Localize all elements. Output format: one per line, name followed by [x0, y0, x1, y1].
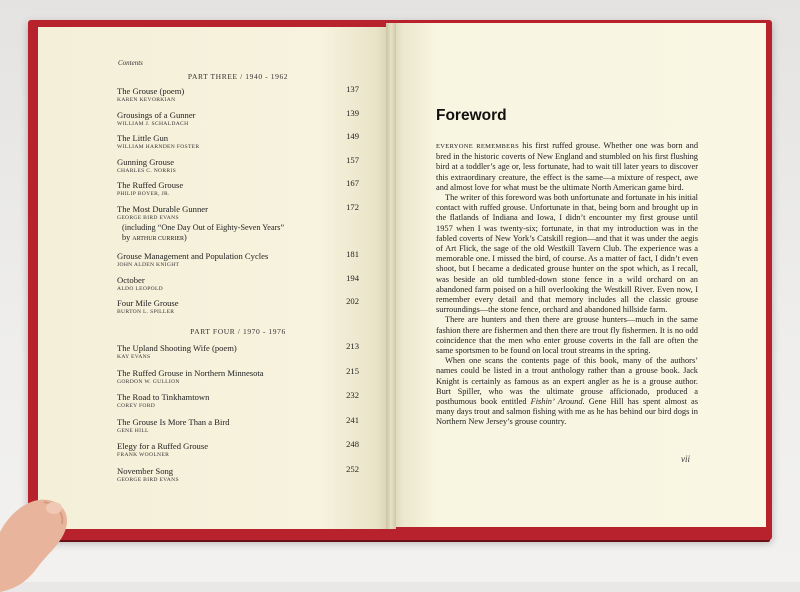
contents-label: Contents [118, 59, 143, 67]
entry-title: Grouse Management and Population Cycles [117, 251, 269, 261]
contents-entry [117, 365, 359, 387]
book-title-italic: Fishin’ Around. [530, 397, 585, 407]
entry-author: KAREN KEVORKIAN [117, 97, 176, 103]
contents-entry [117, 343, 359, 362]
entry-author: ALDO LEOPOLD [117, 285, 164, 292]
foreword-title: Foreword [436, 107, 507, 124]
entry-author: BURTON L. SPILLER [117, 309, 175, 315]
entry-author: GEORGE BIRD EVANS [117, 214, 179, 221]
entry-page-number: 149 [346, 131, 359, 141]
entry-title: The Little Gun [117, 133, 169, 143]
contents-entry [117, 86, 359, 105]
entry-title: The Ruffed Grouse [117, 180, 184, 190]
entry-author: CHARLES C. NORRIS [117, 167, 177, 174]
entry-title: The Grouse (poem) [117, 86, 185, 96]
entry-page-number: 202 [346, 296, 359, 306]
foreword-paragraph-2: The writer of this foreword was both unfortunate and fortunate in his initial contact with ruffed grouse. Unfortunate in that, being born and brought up in the flatlands of Indiana and Iowa, I didn’t encounter my first grouse until 1957 when I was twenty-six; fortunate, in that my introduction was in the fabled coverts of New York’s Catskill region—and that it was under the aegis of Art Flick, the sage of the old Westkill Tavern Club. The experience was a memorable one. I missed the bird, of course. As a matter of fact, I didn’t even shoot, but I became a dedicated grouse hunter on the spot which, as I recall, was beside an old tumbled-down stone fence in a wild orchard on an abandoned farm poised on a hill overlooking the Westkill River. Even now, I remember every detail and that memory includes all the classic grouse surroundings—the stone fence, orchard and abandoned hillside farm. [436, 193, 698, 315]
entry-page-number: 137 [346, 84, 359, 94]
contents-entry [117, 180, 359, 199]
entry-title: October [117, 274, 145, 285]
entry-page-number: 213 [346, 341, 359, 351]
book-gutter [386, 23, 396, 529]
entry-page-number: 157 [346, 154, 359, 165]
entry-author: GEORGE BIRD EVANS [117, 476, 179, 483]
contents-entry [117, 463, 359, 485]
contents-entry [117, 154, 359, 176]
foreword-body [436, 141, 698, 428]
entry-title: Gunning Grouse [117, 156, 175, 167]
entry-title: November Song [117, 465, 174, 476]
entry-page-number: 181 [346, 249, 359, 259]
entry-title: The Most Durable Gunner [117, 203, 208, 214]
entry-page-number: 139 [346, 107, 359, 118]
foreword-lead-in: EVERYONE REMEMBERS [436, 143, 519, 150]
entry-page-number: 194 [346, 272, 359, 283]
contents-entry [117, 133, 359, 152]
entry-author: KAY EVANS [117, 354, 151, 360]
page-number: vii [681, 454, 690, 464]
contents-entry [117, 298, 359, 317]
entry-author: PHILIP BOYER, JR. [117, 191, 170, 197]
contents-entry [117, 414, 359, 436]
entry-author: COREY FORD [117, 403, 156, 409]
entry-title: Four Mile Grouse [117, 298, 179, 308]
foreword-paragraph-4: When one scans the contents page of this book, many of the authors’ names could be listed in a trout anthology rather than a grouse book. Jack Knight is certainly as famous as an expert angler as he is a grouse author. Burt Spiller, who was the ultimate grouse afficionado, produced a posthumous book entitled Fishin’ Around. Gene Hill has spent almost as many days trout and salmon fishing with me as he has behind our bird dogs in Northern New Jersey’s grouse country. [436, 356, 698, 427]
contents-entry [117, 251, 359, 270]
entry-author: GORDON W. GULLION [117, 378, 180, 385]
contents-entry [117, 272, 359, 294]
contents-entry [117, 392, 359, 411]
entry-author: JOHN ALDEN KNIGHT [117, 262, 180, 268]
entry-title: The Upland Shooting Wife (poem) [117, 343, 237, 353]
entry-page-number: 167 [346, 178, 359, 188]
entry-author: WILLIAM HARNDEN FOSTER [117, 144, 200, 150]
entry-page-number: 215 [346, 365, 359, 376]
entry-note: (including “One Day Out of Eighty-Seven Years” [122, 222, 285, 232]
entry-title: Elegy for a Ruffed Grouse [117, 441, 209, 451]
entry-title: The Ruffed Grouse in Northern Minnesota [117, 367, 264, 378]
entry-page-number: 241 [346, 414, 359, 425]
hand-holding-book [0, 492, 78, 592]
part-three-heading: PART THREE / 1940 - 1962 [187, 72, 289, 81]
contents-entry [117, 441, 359, 460]
entry-title: The Grouse Is More Than a Bird [117, 416, 230, 427]
foreword-paragraph-3: There are hunters and then there are grouse hunters—much in the same fashion there are fishermen and then there are trout fly fishermen. It is no odd coincidence that the men who enter grouse coverts in the fall are often the same sportsmen to be found on local trout streams in the spring. [436, 315, 698, 356]
entry-author: FRANK WOOLNER [117, 452, 170, 458]
entry-page-number: 252 [346, 463, 359, 474]
entry-author: WILLIAM J. SCHALDACH [117, 120, 189, 127]
part-four-heading: PART FOUR / 1970 - 1976 [190, 327, 286, 336]
foreword-paragraph-1: EVERYONE REMEMBERS his first ruffed grouse. Whether one was born and bred in the historic coverts of New England and stumbled on his first flushing bird at a toddler’s age or, less fortunate, had to wait till later years to discover this extraordinary creature, the effect is the same—a mixture of respect, awe and almost love for what must be the ultimate North American game bird. [436, 141, 699, 192]
entry-title: The Road to Tinkhamtown [117, 392, 210, 402]
entry-note-author: by ARTHUR CURRIER) [122, 232, 187, 242]
contents-entry [117, 201, 359, 244]
contents-entry [117, 107, 359, 129]
entry-author: GENE HILL [117, 427, 149, 434]
entry-page-number: 232 [346, 390, 359, 400]
entry-page-number: 172 [346, 201, 359, 212]
entry-title: Grousings of a Gunner [117, 109, 196, 120]
entry-page-number: 248 [346, 439, 359, 449]
